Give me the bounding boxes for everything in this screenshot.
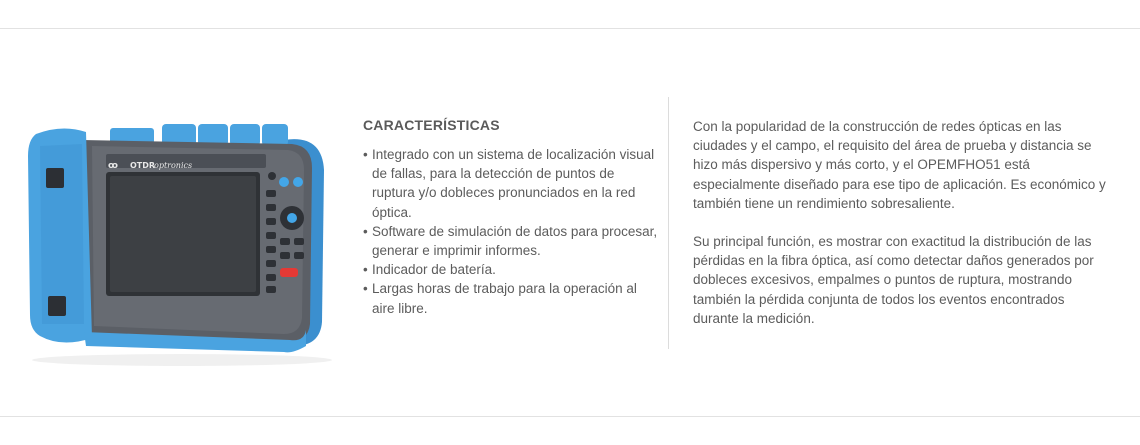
description-paragraph: Con la popularidad de la construcción de redes ópticas en las ciudades y el campo, el requisito del área de prueba y distancia se hizo más dispersivo y más corto, y el OPEMFHO51 está especialmente diseñado para ese tipo de aplicación. Es económico y también tiene un rendimiento sobresaliente. <box>693 119 1106 211</box>
description-section <box>693 117 1111 328</box>
features-list <box>363 145 658 318</box>
bullet-icon: • <box>363 281 368 297</box>
bullet-icon: • <box>363 223 368 239</box>
otdr-device-illustration <box>22 110 342 370</box>
feature-item <box>363 145 658 222</box>
bottom-divider-line <box>0 416 1140 417</box>
feature-item <box>363 260 658 279</box>
bullet-icon: • <box>363 262 368 278</box>
top-divider-line <box>0 28 1140 29</box>
feature-text: Software de simulación de datos para procesar, generar e imprimir informes. <box>372 223 658 259</box>
feature-text: Integrado con un sistema de localización visual de fallas, para la detección de puntos de ruptura y/o dobleces pronunciados en la red óptica. <box>372 147 655 220</box>
device-brand-script: optronics <box>154 161 193 170</box>
vertical-divider <box>668 97 669 349</box>
device-logo-mark: ꝏ <box>108 161 118 171</box>
bullet-icon: • <box>363 147 368 162</box>
feature-item <box>363 279 658 317</box>
description-paragraph: Su principal función, es mostrar con exactitud la distribución de las pérdidas en la fibra óptica, así como detectar daños generados por dobleces excesivos, empalmes o puntos de ruptura, mostrando también la pérdida conjunta de todos los eventos encontrados durante la medición. <box>693 234 1094 326</box>
feature-item <box>363 222 658 260</box>
features-title: CARACTERÍSTICAS <box>363 117 500 133</box>
device-brand-label: OTDR <box>130 161 156 170</box>
feature-text: Largas horas de trabajo para la operación al aire libre. <box>372 281 637 316</box>
otdr-device-image <box>22 110 342 370</box>
feature-text: Indicador de batería. <box>372 262 496 278</box>
features-section <box>363 117 658 318</box>
